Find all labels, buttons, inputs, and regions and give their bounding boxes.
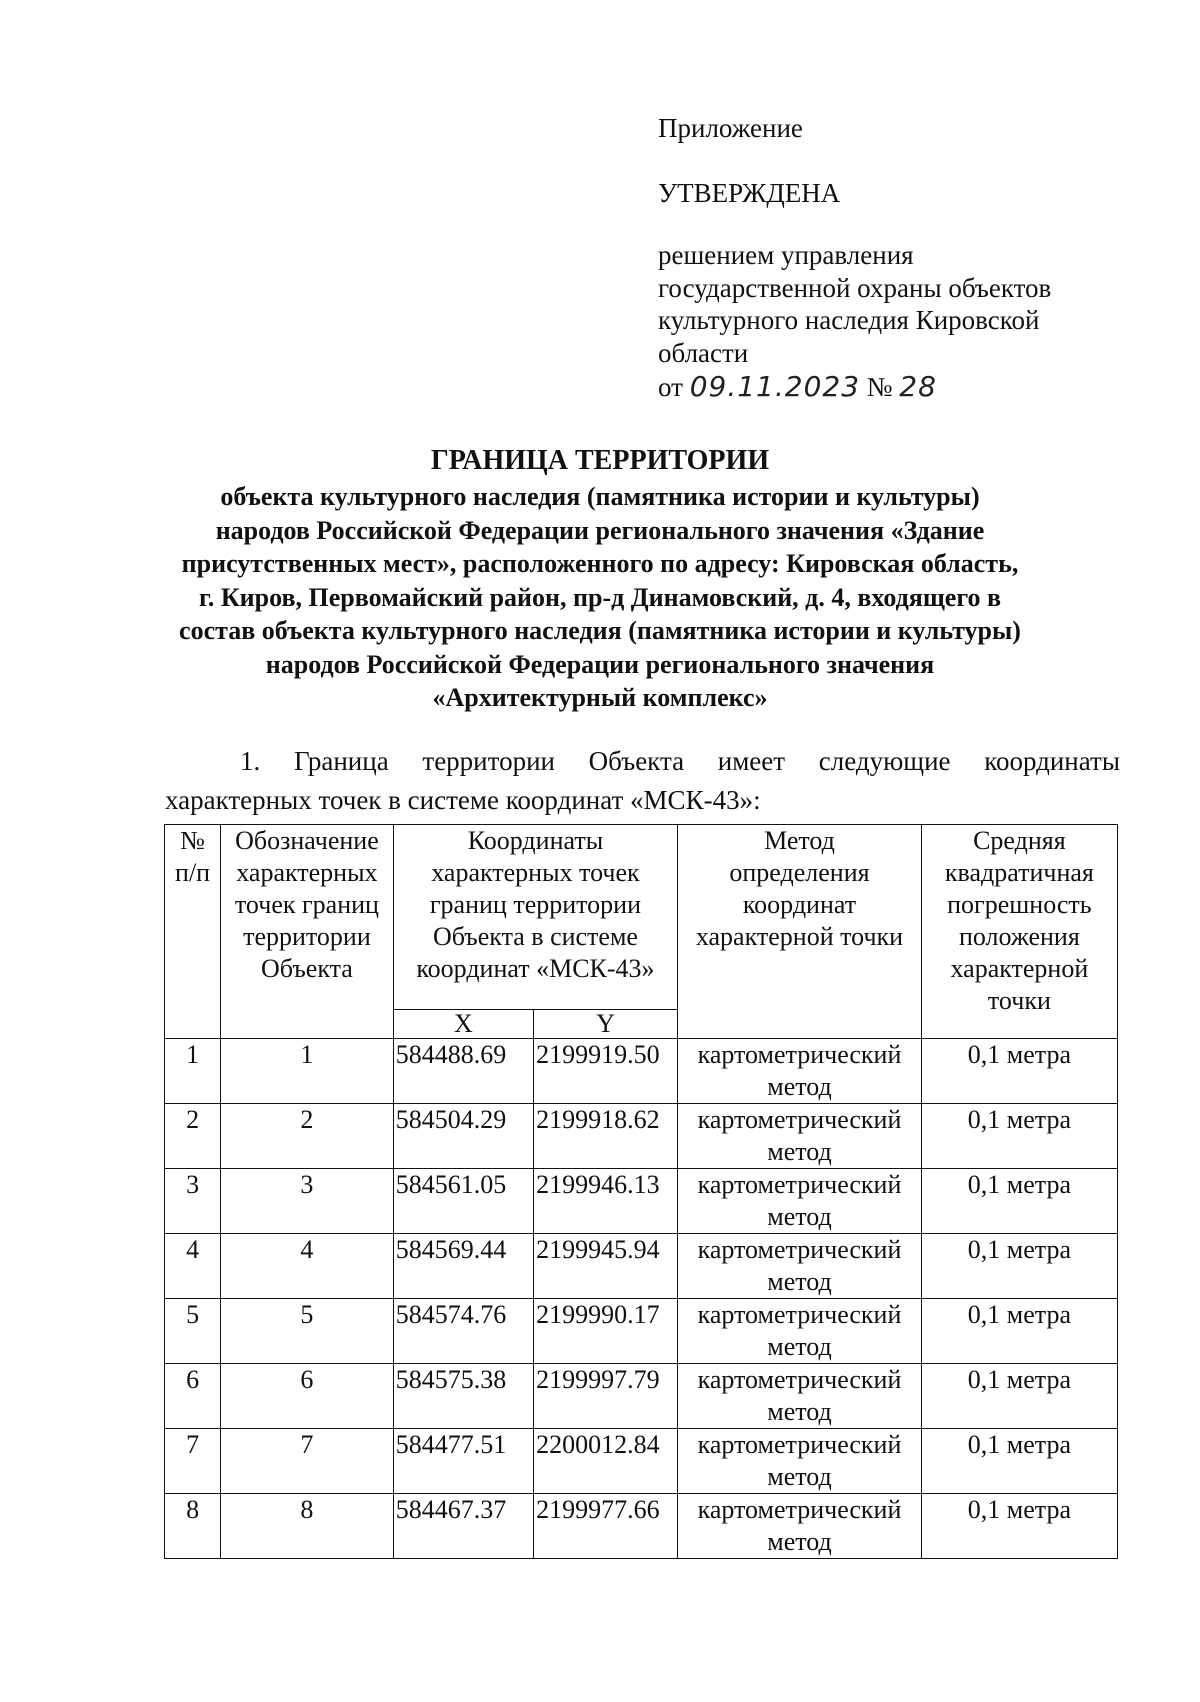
cell-error: 0,1 метра xyxy=(921,1364,1117,1429)
method-line: картометрический xyxy=(697,1300,902,1329)
cell-error: 0,1 метра xyxy=(921,1169,1117,1234)
header-line: Координаты xyxy=(467,826,604,855)
cell-x: 584477.51 xyxy=(393,1429,533,1494)
cell-method xyxy=(678,1169,922,1234)
cell-error: 0,1 метра xyxy=(921,1494,1117,1559)
decision-date-line xyxy=(658,371,1128,404)
cell-point: 2 xyxy=(221,1104,394,1169)
table-header-row xyxy=(165,825,1118,1010)
header-line: Объекта в системе xyxy=(432,922,638,951)
method-line: картометрический xyxy=(697,1105,902,1134)
decision-text xyxy=(658,239,1128,369)
table-row xyxy=(165,1234,1118,1299)
header-y: Y xyxy=(534,1010,678,1039)
method-line: метод xyxy=(767,1397,832,1426)
title-line: народов Российской Федерации регионального значения «Здание xyxy=(215,515,985,545)
cell-method xyxy=(678,1429,922,1494)
header-line: точки xyxy=(987,986,1051,1015)
cell-point: 4 xyxy=(221,1234,394,1299)
method-line: метод xyxy=(767,1267,832,1296)
decision-line: государственной охраны объектов xyxy=(658,272,1052,303)
header-line: границ территории xyxy=(429,890,642,919)
cell-method xyxy=(678,1234,922,1299)
approved-label: УТВЕРЖДЕНА xyxy=(658,177,841,208)
table-row xyxy=(165,1494,1118,1559)
cell-number: 2 xyxy=(165,1104,221,1169)
cell-point: 7 xyxy=(221,1429,394,1494)
header-line: точек границ xyxy=(234,890,379,919)
method-line: метод xyxy=(767,1332,832,1361)
cell-error: 0,1 метра xyxy=(921,1429,1117,1494)
header-line: Средняя xyxy=(973,826,1066,855)
table-row xyxy=(165,1299,1118,1364)
cell-number: 4 xyxy=(165,1234,221,1299)
cell-x: 584488.69 xyxy=(393,1039,533,1104)
header-line: Объекта xyxy=(260,954,353,983)
intro-second-line: характерных точек в системе координат «МСК-43»: xyxy=(165,785,761,815)
header-line: характерных точек xyxy=(431,858,640,887)
header-mean-error xyxy=(921,825,1117,1039)
header-line: Обозначение xyxy=(235,826,379,855)
method-line: картометрический xyxy=(697,1235,902,1264)
header-line: координат xyxy=(742,890,857,919)
method-line: метод xyxy=(767,1072,832,1101)
method-line: картометрический xyxy=(697,1495,902,1524)
cell-number: 5 xyxy=(165,1299,221,1364)
intro-word: следующие xyxy=(818,746,951,776)
title-line: присутственных мест», расположенного по адресу: Кировская область, xyxy=(181,549,1019,578)
cell-point: 3 xyxy=(221,1169,394,1234)
method-line: метод xyxy=(767,1137,832,1166)
cell-y: 2199945.94 xyxy=(534,1234,678,1299)
cell-number: 1 xyxy=(165,1039,221,1104)
cell-method xyxy=(678,1494,922,1559)
header-line: п/п xyxy=(175,858,211,887)
method-line: картометрический xyxy=(697,1170,902,1199)
cell-error: 0,1 метра xyxy=(921,1039,1117,1104)
cell-y: 2200012.84 xyxy=(534,1429,678,1494)
cell-number: 7 xyxy=(165,1429,221,1494)
cell-x: 584574.76 xyxy=(393,1299,533,1364)
cell-method xyxy=(678,1364,922,1429)
title-line: объекта культурного наследия (памятника истории и культуры) xyxy=(220,482,980,511)
table-row xyxy=(165,1104,1118,1169)
cell-y: 2199977.66 xyxy=(534,1494,678,1559)
cell-number: 3 xyxy=(165,1169,221,1234)
cell-point: 6 xyxy=(221,1364,394,1429)
cell-x: 584504.29 xyxy=(393,1104,533,1169)
intro-word: имеет xyxy=(717,746,786,776)
number-label: № xyxy=(866,372,893,402)
cell-number: 6 xyxy=(165,1364,221,1429)
intro-first-line xyxy=(165,742,1120,781)
cell-x: 584569.44 xyxy=(393,1234,533,1299)
cell-x: 584561.05 xyxy=(393,1169,533,1234)
header-number xyxy=(165,825,221,1039)
handwritten-date: 09.11.2023 xyxy=(689,370,861,403)
intro-word: координаты xyxy=(984,746,1120,776)
header-line: квадратичная xyxy=(944,858,1094,887)
header-method xyxy=(678,825,922,1039)
cell-y: 2199997.79 xyxy=(534,1364,678,1429)
appendix-label: Приложение xyxy=(658,113,803,143)
header-line: характерной xyxy=(950,954,1089,983)
header-line: характерных xyxy=(236,858,378,887)
table-row xyxy=(165,1364,1118,1429)
decision-line: культурного наследия Кировской xyxy=(658,305,1040,335)
method-line: картометрический xyxy=(697,1040,902,1069)
header-line: координат «МСК-43» xyxy=(416,954,655,983)
intro-word: территории xyxy=(422,746,555,776)
header-point-designation xyxy=(221,825,394,1039)
title-line: состав объекта культурного наследия (памятника истории и культуры) xyxy=(179,616,1021,645)
cell-x: 584575.38 xyxy=(393,1364,533,1429)
cell-point: 5 xyxy=(221,1299,394,1364)
intro-word: 1. xyxy=(240,746,261,776)
cell-x: 584467.37 xyxy=(393,1494,533,1559)
cell-method xyxy=(678,1104,922,1169)
intro-word: Объекта xyxy=(588,746,685,776)
cell-point: 8 xyxy=(221,1494,394,1559)
decision-line: области xyxy=(658,337,749,368)
coordinates-table xyxy=(164,824,1118,1559)
header-x: X xyxy=(393,1010,533,1039)
cell-y: 2199919.50 xyxy=(534,1039,678,1104)
handwritten-number: 28 xyxy=(899,370,937,403)
approval-block xyxy=(658,112,1128,404)
cell-y: 2199946.13 xyxy=(534,1169,678,1234)
table-row xyxy=(165,1169,1118,1234)
header-line: определения xyxy=(729,858,870,887)
method-line: картометрический xyxy=(697,1430,902,1459)
method-line: картометрический xyxy=(697,1365,902,1394)
title-line: «Архитектурный комплекс» xyxy=(432,683,768,712)
cell-error: 0,1 метра xyxy=(921,1234,1117,1299)
cell-y: 2199990.17 xyxy=(534,1299,678,1364)
decision-line: решением управления xyxy=(658,240,914,270)
intro-word: Граница xyxy=(293,746,389,776)
table-row xyxy=(165,1039,1118,1104)
cell-point: 1 xyxy=(221,1039,394,1104)
header-line: Метод xyxy=(764,826,835,855)
method-line: метод xyxy=(767,1202,832,1231)
header-line: погрешность xyxy=(947,890,1092,919)
table-row xyxy=(165,1429,1118,1494)
document-title xyxy=(150,444,1050,715)
header-line: № xyxy=(180,826,205,855)
cell-y: 2199918.62 xyxy=(534,1104,678,1169)
header-coordinates xyxy=(393,825,678,1010)
intro-paragraph xyxy=(165,742,1120,820)
header-line: характерной точки xyxy=(695,922,904,951)
method-line: метод xyxy=(767,1527,832,1556)
title-line: народов Российской Федерации регионального значения xyxy=(265,649,935,679)
cell-number: 8 xyxy=(165,1494,221,1559)
cell-method xyxy=(678,1039,922,1104)
from-label: от xyxy=(658,372,683,402)
title-main: ГРАНИЦА ТЕРРИТОРИИ xyxy=(430,445,770,476)
cell-method xyxy=(678,1299,922,1364)
header-line: положения xyxy=(958,922,1080,951)
method-line: метод xyxy=(767,1462,832,1491)
title-line: г. Киров, Первомайский район, пр-д Динамовский, д. 4, входящего в xyxy=(198,582,1002,612)
header-line: территории xyxy=(243,922,371,951)
cell-error: 0,1 метра xyxy=(921,1104,1117,1169)
cell-error: 0,1 метра xyxy=(921,1299,1117,1364)
